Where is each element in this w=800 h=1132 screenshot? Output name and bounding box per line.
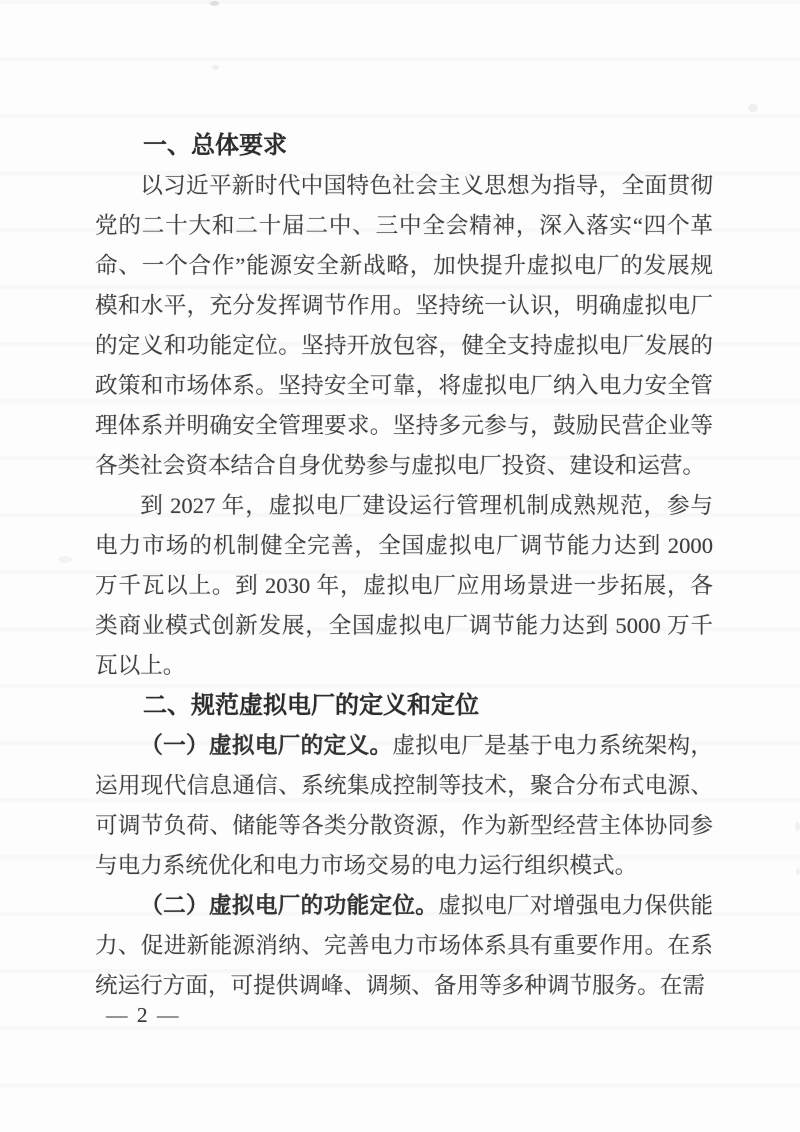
paragraph-text: 虚拟电厂对增强电力保供能力、促进新能源消纳、完善电力市场体系具有重要作用。在系统运行方面，可提供调峰、调频、备用等多种调节服务。在需 [95, 893, 714, 998]
scan-speck [212, 65, 219, 70]
paragraph-text: 虚拟电厂是基于电力系统架构，运用现代信息通信、系统集成控制等技术，聚合分布式电源、可调节负荷、储能等各类分散资源，作为新型经营主体协同参与电力系统优化和电力市场交易的电力运行组织模式。 [95, 733, 714, 878]
scan-speck [748, 104, 758, 112]
scan-speck [210, 1, 219, 6]
scan-speck [58, 556, 72, 563]
scan-speck [795, 822, 800, 831]
paragraph-lead-in: （二）虚拟电厂的功能定位。 [140, 893, 439, 918]
section-heading-1: 一、总体要求 [143, 132, 287, 159]
paragraph-vpp-function [95, 886, 713, 1006]
paragraph-text: 到 2027 年，虚拟电厂建设运行管理机制成熟规范，参与电力市场的机制健全完善，全国虚拟电厂调节能力达到 2000 万千瓦以上。到 2030 年，虚拟电厂应用场景进一步拓展，各类商业模式创新发展，全国虚拟电厂调节能力达到 5000 万千瓦以上。 [95, 493, 713, 678]
paragraph-text: 以习近平新时代中国特色社会主义思想为指导，全面贯彻党的二十大和二十届二中、三中全会精神，深入落实“四个革命、一个合作”能源安全新战略，加快提升虚拟电厂的发展规模和水平，充分发挥调节作用。坚持统一认识，明确虚拟电厂的定义和功能定位。坚持开放包容，健全支持虚拟电厂发展的政策和市场体系。坚持安全可靠，将虚拟电厂纳入电力安全管理体系并明确安全管理要求。坚持多元参与，鼓励民营企业等各类社会资本结合自身优势参与虚拟电厂投资、建设和运营。 [95, 173, 713, 478]
paragraph-lead-in: （一）虚拟电厂的定义。 [140, 733, 393, 758]
document-text-block [95, 126, 713, 1006]
paragraph-general-guidance [95, 166, 713, 486]
page-number: — 2 — [106, 1003, 181, 1027]
paragraph-targets-2027-2030 [95, 486, 713, 686]
paragraph-vpp-definition [95, 726, 713, 886]
section-heading-2: 二、规范虚拟电厂的定义和定位 [143, 692, 479, 719]
scan-speck [796, 868, 800, 875]
